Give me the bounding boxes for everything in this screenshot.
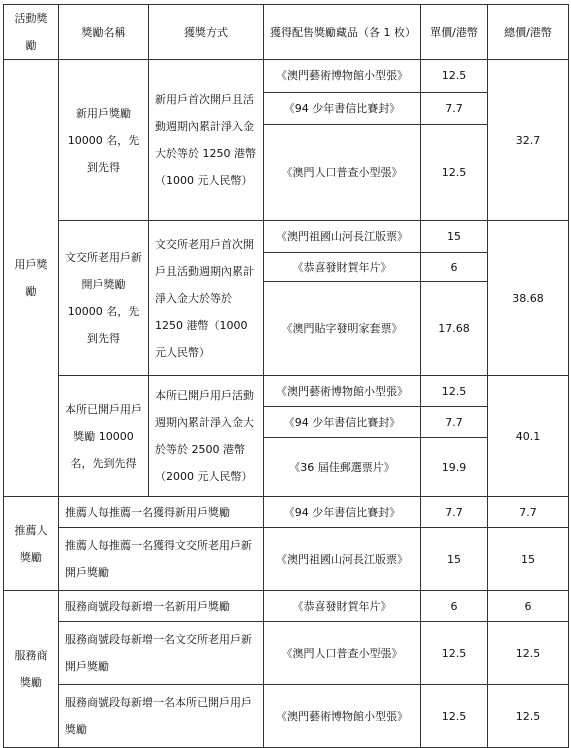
header-collectible: 獲得配售獎勵藏品（各 1 枚） xyxy=(264,5,421,60)
header-activity: 活動獎勵 xyxy=(4,5,59,60)
table-header-row xyxy=(4,5,569,60)
unit-price-cell: 15 xyxy=(421,528,488,591)
table-row xyxy=(4,60,569,93)
total-price-cell: 32.7 xyxy=(488,60,569,221)
table-row xyxy=(4,376,569,407)
table-row xyxy=(4,622,569,685)
unit-price-cell: 15 xyxy=(421,221,488,253)
total-price-cell: 15 xyxy=(488,528,569,591)
total-price-cell: 7.7 xyxy=(488,497,569,528)
product-cell: 《澳門祖國山河長江版票》 xyxy=(264,528,421,591)
unit-price-cell: 17.68 xyxy=(421,282,488,376)
unit-price-cell: 12.5 xyxy=(421,622,488,685)
activity-cell-provider: 服務商獎勵 xyxy=(4,591,59,748)
total-price-cell: 40.1 xyxy=(488,376,569,497)
reward-name-cell: 本所已開戶用戶獎勵 10000 名，先到先得 xyxy=(59,376,149,497)
unit-price-cell: 6 xyxy=(421,591,488,622)
unit-price-cell: 12.5 xyxy=(421,60,488,93)
award-method-cell: 本所已開戶用戶活動週期內累計淨入金大於等於 2500 港幣（2000 元人民幣） xyxy=(149,376,264,497)
award-method-cell: 文交所老用戶首次開戶且活動週期內累計淨入金大於等於 1250 港幣（1000 元人民幣） xyxy=(149,221,264,376)
activity-cell-referrer: 推薦人獎勵 xyxy=(4,497,59,591)
unit-price-cell: 12.5 xyxy=(421,125,488,221)
unit-price-cell: 12.5 xyxy=(421,685,488,748)
product-cell: 《36 屆佳郵選票片》 xyxy=(264,438,421,497)
unit-price-cell: 12.5 xyxy=(421,376,488,407)
unit-price-cell: 7.7 xyxy=(421,92,488,125)
unit-price-cell: 7.7 xyxy=(421,407,488,438)
product-cell: 《澳門人口普查小型張》 xyxy=(264,622,421,685)
unit-price-cell: 6 xyxy=(421,253,488,282)
reward-desc-cell: 服務商號段每新增一名文交所老用戶新開戶獎勵 xyxy=(59,622,264,685)
product-cell: 《澳門藝術博物館小型張》 xyxy=(264,685,421,748)
header-reward-name: 獎勵名稱 xyxy=(59,5,149,60)
product-cell: 《94 少年書信比賽封》 xyxy=(264,92,421,125)
product-cell: 《澳門祖國山河長江版票》 xyxy=(264,221,421,253)
total-price-cell: 38.68 xyxy=(488,221,569,376)
activity-cell-user: 用戶獎勵 xyxy=(4,60,59,497)
table-row xyxy=(4,528,569,591)
reward-desc-cell: 推薦人每推薦一名獲得新用戶獎勵 xyxy=(59,497,264,528)
header-total-price: 總價/港幣 xyxy=(488,5,569,60)
unit-price-cell: 7.7 xyxy=(421,497,488,528)
product-cell: 《澳門藝術博物館小型張》 xyxy=(264,60,421,93)
reward-table xyxy=(3,4,569,748)
table-row xyxy=(4,685,569,748)
header-unit-price: 單價/港幣 xyxy=(421,5,488,60)
product-cell: 《恭喜發財賀年片》 xyxy=(264,253,421,282)
award-method-cell: 新用戶首次開戶且活動週期內累計淨入金大於等於 1250 港幣（1000 元人民幣） xyxy=(149,60,264,221)
product-cell: 《澳門藝術博物館小型張》 xyxy=(264,376,421,407)
table-row xyxy=(4,497,569,528)
product-cell: 《澳門貼字發明家套票》 xyxy=(264,282,421,376)
product-cell: 《恭喜發財賀年片》 xyxy=(264,591,421,622)
reward-desc-cell: 服務商號段每新增一名本所已開戶用戶獎勵 xyxy=(59,685,264,748)
reward-name-cell: 新用戶獎勵 10000 名，先到先得 xyxy=(59,60,149,221)
header-award-method: 獲獎方式 xyxy=(149,5,264,60)
table-row xyxy=(4,591,569,622)
reward-desc-cell: 服務商號段每新增一名新用戶獎勵 xyxy=(59,591,264,622)
reward-desc-cell: 推薦人每推薦一名獲得文交所老用戶新開戶獎勵 xyxy=(59,528,264,591)
table-row xyxy=(4,221,569,253)
reward-name-cell: 文交所老用戶新開戶獎勵 10000 名，先到先得 xyxy=(59,221,149,376)
product-cell: 《94 少年書信比賽封》 xyxy=(264,497,421,528)
product-cell: 《澳門人口普查小型張》 xyxy=(264,125,421,221)
unit-price-cell: 19.9 xyxy=(421,438,488,497)
total-price-cell: 12.5 xyxy=(488,622,569,685)
product-cell: 《94 少年書信比賽封》 xyxy=(264,407,421,438)
total-price-cell: 12.5 xyxy=(488,685,569,748)
total-price-cell: 6 xyxy=(488,591,569,622)
